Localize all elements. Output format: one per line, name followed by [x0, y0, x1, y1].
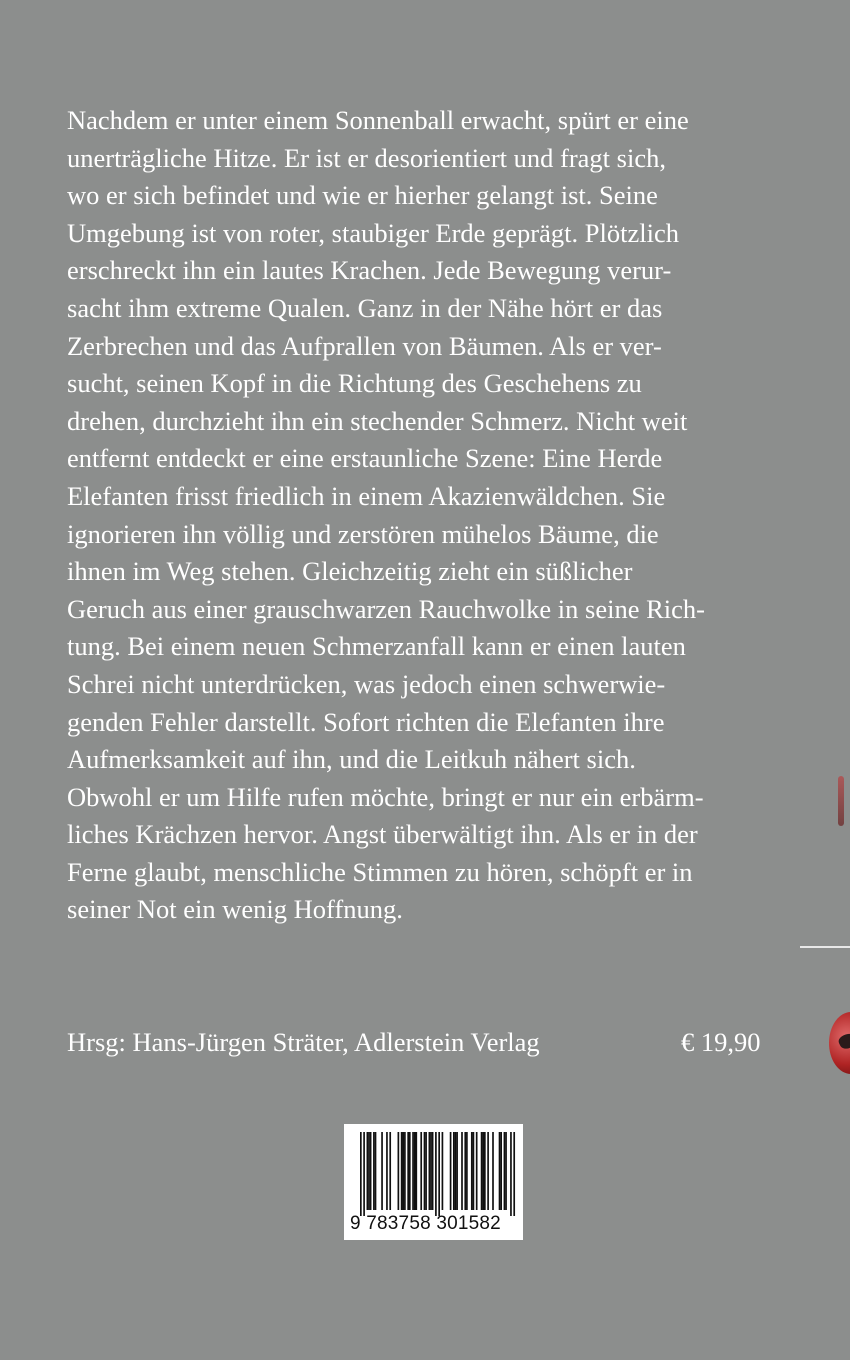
barcode-bar: [398, 1132, 400, 1210]
blurb-line: Aufmerksamkeit auf ihn, und die Leitkuh nähert sich.: [67, 744, 636, 775]
blurb-line: unerträgliche Hitze. Er ist er desorientiert und fragt sich,: [67, 142, 666, 173]
blurb-line: liches Krächzen hervor. Angst überwältigt ihn. Als er in der: [67, 819, 698, 850]
blurb-line: ignorieren ihn völlig und zerstören mühelos Bäume, die: [67, 518, 659, 549]
blurb-line: wo er sich befindet und wie er hierher gelangt ist. Seine: [67, 180, 658, 211]
barcode-bar: [363, 1132, 365, 1216]
blurb-line: Nachdem er unter einem Sonnenball erwacht, spürt er eine: [67, 105, 689, 135]
barcode-bar: [370, 1132, 372, 1210]
price-label: € 19,90: [681, 1027, 761, 1057]
barcode-bar: [471, 1132, 473, 1210]
barcode-bar: [442, 1132, 444, 1210]
barcode-bar: [456, 1132, 458, 1210]
barcode-bar: [373, 1132, 375, 1210]
barcode-bar: [466, 1132, 468, 1210]
barcode-bar: [420, 1132, 422, 1210]
barcode-bar: [450, 1132, 452, 1210]
barcode-bar: [482, 1132, 484, 1210]
blurb-line: Ferne glaubt, menschliche Stimmen zu hören, schöpft er in: [67, 856, 693, 887]
barcode-bar: [481, 1132, 483, 1210]
blurb-line: erschreckt ihn ein lautes Krachen. Jede Bewegung verur-: [67, 255, 672, 286]
blurb-line: Obwohl er um Hilfe rufen möchte, bringt er nur ein erbärm-: [67, 781, 704, 812]
barcode-bar: [368, 1132, 370, 1210]
barcode-bar: [476, 1132, 478, 1210]
barcode-bar: [435, 1132, 437, 1216]
isbn-barcode: [344, 1124, 523, 1240]
barcode-bar: [513, 1132, 515, 1216]
barcode-bar: [414, 1132, 416, 1210]
blurb-line: entfernt entdeckt er eine erstaunliche Szene: Eine Herde: [67, 443, 663, 474]
barcode-bar: [505, 1132, 507, 1210]
blurb-line: Umgebung ist von roter, staubiger Erde geprägt. Plötzlich: [67, 217, 679, 248]
blurb-line: sacht ihm extreme Qualen. Ganz in der Nähe hört er das: [67, 292, 663, 323]
blurb-text: [67, 102, 795, 929]
publisher-line: Hrsg: Hans-Jürgen Sträter, Adlerstein Verlag: [67, 1027, 540, 1057]
barcode-bar: [415, 1132, 417, 1210]
blurb-line: tung. Bei einem neuen Schmerzanfall kann er einen lauten: [67, 631, 686, 662]
barcode-bar: [429, 1132, 431, 1210]
barcode-bar: [432, 1132, 434, 1210]
blurb-line: Schrei nicht unterdrücken, was jedoch einen schwerwie-: [67, 668, 666, 699]
barcode-bar: [492, 1132, 494, 1210]
barcode-bar: [438, 1132, 440, 1216]
blurb-line: Geruch aus einer grauschwarzen Rauchwolke in seine Rich-: [67, 593, 705, 624]
eagle-icon: [837, 1031, 850, 1051]
barcode-bar: [401, 1132, 403, 1210]
barcode-bar: [424, 1132, 426, 1210]
barcode-bar: [425, 1132, 427, 1210]
barcode-bar: [375, 1132, 377, 1210]
barcode-bar: [510, 1132, 512, 1216]
spine-logo-badge: [829, 1012, 850, 1074]
barcode-bar: [461, 1132, 463, 1210]
blurb-line: seiner Not ein wenig Hoffnung.: [67, 894, 403, 925]
spine-decoration: [838, 776, 844, 826]
barcode-bar: [407, 1132, 409, 1210]
blurb-line: Zerbrechen und das Aufprallen von Bäumen. Als er ver-: [67, 330, 662, 361]
barcode-bar: [404, 1132, 406, 1210]
barcode-bar: [367, 1132, 369, 1210]
blurb-line: genden Fehler darstellt. Sofort richten die Elefanten ihre: [67, 706, 665, 737]
barcode-bar: [455, 1132, 457, 1210]
barcode-bar: [402, 1132, 404, 1210]
barcode-bar: [386, 1132, 388, 1210]
barcode-bar: [499, 1132, 501, 1210]
spine-divider: [800, 946, 850, 948]
barcode-bar: [412, 1132, 414, 1210]
barcode-bar: [500, 1132, 502, 1210]
barcode-bar: [409, 1132, 411, 1210]
blurb-line: Elefanten frisst friedlich in einem Akazienwäldchen. Sie: [67, 480, 666, 511]
barcode-bar: [360, 1132, 362, 1216]
barcode-bar: [381, 1132, 383, 1210]
blurb-line: drehen, durchzieht ihn ein stechender Schmerz. Nicht weit: [67, 405, 688, 436]
barcode-bar: [487, 1132, 489, 1210]
barcode-bar: [430, 1132, 432, 1210]
barcode-bar: [484, 1132, 486, 1210]
barcode-bar: [504, 1132, 506, 1210]
blurb-line: sucht, seinen Kopf in die Richtung des Geschehens zu: [67, 368, 642, 399]
blurb-line: ihnen im Weg stehen. Gleichzeitig zieht ein süßlicher: [67, 556, 633, 587]
barcode-bar: [453, 1132, 455, 1210]
barcode-bar: [473, 1132, 475, 1210]
barcode-bar: [464, 1132, 466, 1210]
barcode-bar: [389, 1132, 391, 1210]
isbn-digits: 9 783758 301582: [350, 1213, 501, 1234]
